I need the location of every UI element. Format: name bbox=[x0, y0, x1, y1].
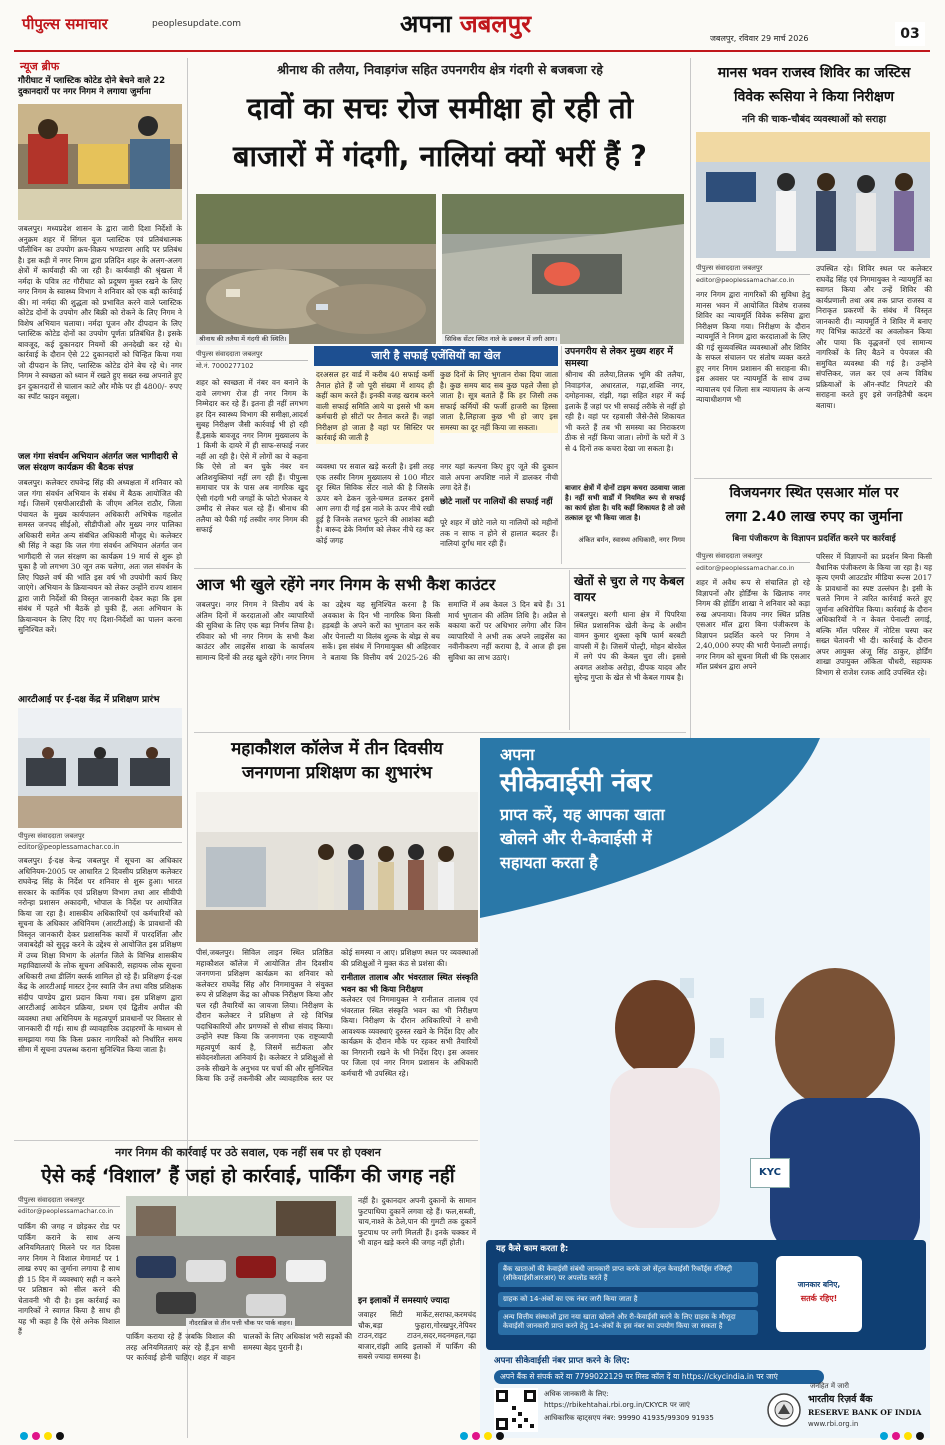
ad-how-title: यह कैसे काम करता है: bbox=[496, 1244, 569, 1254]
manas-headline-1: मानस भवन राजस्व शिविर का जस्टिस bbox=[717, 65, 911, 81]
manas-col2: उपस्थित रहे। शिविर स्थल पर कलेक्टर राघवेंद्र सिंह एवं निगमायुक्त ने न्यायमूर्ति का स्वागत किया और उन्हें शिविर की कार्यप्रणाली तथा अब तक प्राप्त राजस्व व निराकृत प्रकरणों के संबंध में विस्तृत जानकारी दी। न्यायमूर्ति ने शिविर में बनाए गए विभिन्न काउंटरों का अवलोकन किया और पाया कि वृद्धजनों एवं सामान्य नागरिकों के लिए बैठने व पेयजल की समुचित व्यवस्था की गई है। उन्होंने संपत्तिकर, जल कर एवं अन्य विविध प्रक्रियाओं के ऑन-स्पॉट निपटारे की सराहना करते हुए इसे जनहितैषी कदम बताया। bbox=[816, 264, 932, 410]
brief3-email[interactable]: editor@peoplessamachar.co.in bbox=[18, 843, 120, 851]
dateline: जबलपुर, रविवार 29 मार्च 2026 bbox=[710, 34, 809, 43]
mahakoshal-sub-story-headline: रानीताल तालाब और भंवरताल स्थित संस्कृति भवन का भी किया निरीक्षण bbox=[341, 972, 478, 994]
manas-headline-2: विवेक रूसिया ने किया निरीक्षण bbox=[734, 89, 894, 105]
website-url[interactable]: peoplesupdate.com bbox=[152, 19, 241, 29]
section-city: जबलपुर bbox=[459, 10, 532, 38]
parking-sub-headline: इन इलाकों में समस्याएं ज्यादा bbox=[358, 1296, 450, 1306]
ad-get-title: अपना सीकेवाईसी नंबर प्राप्त करने के लिए: bbox=[494, 1356, 630, 1366]
lead-kicker: श्रीनाथ की तलैया, निवाड़गंज सहित उपनगरीय क्षेत्र गंदगी से बजबजा रहे bbox=[277, 62, 603, 77]
civic-center-photo bbox=[442, 194, 684, 344]
photo2-caption: सिविक सेंटर स्थित नाले के ढक्कन में लगी आग। bbox=[442, 334, 560, 345]
manas-bottom-rule bbox=[694, 478, 932, 479]
rbi-hindi: भारतीय रिज़र्व बैंक bbox=[808, 1394, 873, 1405]
vijaynagar-headline-1: विजयनगर स्थित एसआर मॉल पर bbox=[729, 485, 899, 501]
mahakoshal-headline-2: जनगणना प्रशिक्षण का शुभारंभ bbox=[242, 763, 432, 783]
lead-col3: नगर यहां कल्पना किए हुए जूते की दुकान वाले अपना अपशिष्ट नाले में डालकर नीची लगा देते हैं। bbox=[440, 462, 558, 493]
parking-col3b: जवाहर सिटी मार्केट,सराफा,करमचंद चौक,बड़ा फुहारा,गोरखपुर,नेपियर टाउन,राइट टाउन,सदर,मदनमहल,गढ़ा बाजार,रांझी आदि इलाकों में पार्किंग की सबसे ज्यादा समस्या है। bbox=[358, 1310, 476, 1362]
suburb-title: उपनगरीय से लेकर मुख्य शहर में समस्या bbox=[565, 346, 673, 370]
parking-top-rule bbox=[14, 1140, 478, 1141]
manas-col1: नगर निगम द्वारा नागरिकों की सुविधा हेतु मानस भवन में आयोजित विशेष राजस्व शिविर का न्यायमूर्ति विवेक रूसिया द्वारा निरीक्षण किया गया। निरीक्षण के दौरान न्यायमूर्ति ने निगम द्वारा करदाताओं के लिए की गई सुव्यवस्थित व्यवस्थाओं और शिविर के सफल संचालन पर संतोष व्यक्त करते हुए नगर निगम प्रशासन की सराहना की। इस अवसर पर न्यायमूर्ति के साथ उच्च न्यायालय एवं जिला सत्र न्यायालय के अन्य न्यायाधीशगण भी bbox=[696, 290, 810, 405]
vijaynagar-sub: बिना पंजीकरण के विज्ञापन प्रदर्शित करने पर कार्रवाई bbox=[732, 534, 896, 544]
ad-scroll-badge bbox=[776, 1256, 862, 1332]
lead-headline-1: दावों का सचः रोज समीक्षा हो रही तो bbox=[246, 91, 634, 125]
mahakoshal-body bbox=[196, 948, 478, 1138]
brief3-body: जबलपुर। ई-दक्ष केन्द्र जबलपुर में सूचना का अधिकार अधिनियम-2005 पर आधारित 2 दिवसीय प्रशिक्षण कलेक्टर राघवेन्द्र सिंह के निर्देश पर शनिवार से शुरू हुआ। भारत सरकार के कार्मिक एवं प्रशिक्षण विभाग तथा आर सीवीपी नरोन्हा प्रशासन अकादमी, भोपाल के निर्देश पर आयोजित किया जा रहा है। शासकीय अधिकारियों एवं कर्मचारियों को सूचना के अधिकार अधिनियम (आरटीआई) के प्रावधानों की विस्तृत जानकारी देकर प्रशासनिक कार्यों में पारदर्शिता और जवाबदेही को सुदृढ़ करने के उद्देश्य से आयोजित इस प्रशिक्षण में उच्च शिक्षा विभाग के अंतर्गत जिले के विभिन्न शासकीय महाविद्यालयों के लोक सूचना अधिकारी, सहायक लोक सूचना अधिकारी तथा डीलिंग क्लर्क शामिल हो रहे हैं। प्रशिक्षण ई-दक्ष केंद्र के आरटीआई मास्टर ट्रेनर स्वाति जैन तथा वरिष्ठ प्रशिक्षक संदीप पाण्डेय द्वारा प्रदान किया गया। इस प्रशिक्षण द्वारा आरटीआई आवेदन प्रक्रिया, प्रथम एवं द्वितीय अपील की व्यवस्था तथा अधिनियम के महत्वपूर्ण प्रावधानों पर विस्तार से जानकारी दी गई। साथ ही व्यावहारिक उदाहरणों के माध्यम से समझाया गया कि किस प्रकार नागरिकों को निर्धारित समय सीमा में सूचना उपलब्ध कराना सुनिश्चित किया जाता है। bbox=[18, 856, 182, 1055]
news-brief-tag: न्यूज ब्रीफ bbox=[20, 60, 60, 73]
lead-phone: मो.नं. 7000277102 bbox=[196, 362, 254, 370]
ad-issuer-tag: जनहित में जारी bbox=[810, 1382, 849, 1390]
ad-helpline: आधिकारिक व्हाट्सएप नंबर: 99990 41935/99309 91935 bbox=[544, 1414, 714, 1422]
badge-line2: सतर्क रहिए! bbox=[800, 1294, 838, 1303]
parking-byline: पीपुल्स संवाददाता जबलपुर bbox=[18, 1196, 120, 1207]
ad-bullet-3: अन्य वित्तीय संस्थाओं द्वारा नया खाता खोलने और री-केवाईसी करने के लिए ग्राहक के मौजूदा केवाईसी जानकारी प्राप्त करने हेतु 14-अंकों के इस नंबर का उपयोग किया जा सकता है bbox=[498, 1310, 758, 1335]
section-prefix: अपना bbox=[400, 10, 452, 38]
column-rule-right bbox=[690, 58, 691, 738]
farm-body: जबलपुर। बरगी थाना क्षेत्र में पिपरिया स्थित प्रशासनिक खेती केन्द्र के अधीन वामन कुमार शुक्ला कृषि फार्म बरबटी वापसी में है। जिसमें पोल्ट्री, मोहन बोरवेल में लगे पंप की केबल चुरा ली। इससे अवगत अशोक अरोड़ा, दीपक यादव और सुरेन्द्र गुप्ता के खेत से भी केबल गायब है। bbox=[574, 610, 686, 683]
manas-byline: पीपुल्स संवाददाता जबलपुर bbox=[696, 264, 810, 275]
manas-sub: ननि की चाक-चौबंद व्यवस्थाओं को सराहा bbox=[742, 114, 886, 125]
vijaynagar-byline: पीपुल्स संवाददाता जबलपुर bbox=[696, 552, 810, 563]
ad-qr-code[interactable] bbox=[494, 1388, 538, 1432]
vijaynagar-col2: परिसर में विज्ञापनों का प्रदर्शन बिना किसी वैधानिक पंजीकरण के किया जा रहा है। यह कृत्य एमपी आउटडोर मीडिया रूल्स 2017 के प्रावधानों का स्पष्ट उल्लंघन है। इसी के चलते निगम ने त्वरित कार्रवाई करते हुए जुर्माना अधिरोपित किया। कार्रवाई के दौरान अधिकारियों ने न केवल पेनाल्टी लगाई, बल्कि मॉल परिसर में नोटिस चस्पा कर सख्त चेतावनी भी दी। कार्रवाई के दौरान अपर आयुक्त अंजू सिंह ठाकुर, होर्डिंग शाखा उपायुक्त अंकिता चौधरी, सहायक विभाग से राजेश रजक आदि उपस्थित रहे। bbox=[816, 552, 932, 677]
brief3-headline: आरटीआई पर ई-दक्ष केंद्र में प्रशिक्षण प्रारंभ bbox=[18, 695, 160, 705]
lead-headline-2: बाजारों में गंदगी, नालियां क्यों भरीं हैं ? bbox=[232, 139, 647, 173]
vijaynagar-headline-2: लगा 2.40 लाख रुपए का जुर्माना bbox=[725, 509, 903, 525]
ad-line2: सीकेवाईसी नंबर bbox=[500, 768, 652, 798]
ad-bullet-1: बैंक खाताओं की केवाईसी संबंधी जानकारी प्राप्त करके उसे सेंट्रल केवाईसी रिकॉर्ड्स रजिस्ट्री (सीकेवाईसीआरआर) पर अपलोड करते हैं bbox=[498, 1262, 758, 1287]
lead-byline: पीपुल्स संवाददाता जबलपुर bbox=[196, 350, 308, 361]
ad-line1: अपना bbox=[500, 745, 535, 764]
brief1-body: जबलपुर। मध्यप्रदेश शासन के द्वारा जारी दिशा निर्देशों के अनुक्रम शहर में सिंगल यूज प्लास्टिक एवं प्रतिबंधात्मक पॉलीथिन का उपयोग क्रय-विक्रय भण्डारण आदि पर प्रतिबंध है। इस कड़ी में नगर निगम द्वारा प्रतिदिन शहर के अलग-अलग क्षेत्रों में कार्यवाही की जा रही है। कार्यवाही की श्रृंखला में नर्मदा के पवित्र तट गौरीघाट को प्रदूषण मुक्त रखने के लिए नगर निगम के स्वास्थ्य विभाग ने शनिवार को एक बड़ी कार्रवाई की। मां नर्मदा की शुद्धता को प्रभावित करने वाले प्लास्टिक कोटेड दोनों के उपयोग और बिक्री को रोकने के लिए निगम ने विशेष अभियान चलाया। नर्मदा पूजन और दीपदान के लिए प्लास्टिक कोटेड दोनों का उपयोग पूर्णतः प्रतिबंधित है। इसके बावजूद, कई दुकानदार नियमों की अनदेखी कर रहे थे। कार्रवाई के दौरान ऐसे 22 दुकानदारों को चिन्हित किया गया जो दीपदान के लिए, प्लास्टिक कोटेड दोने बेच रहे थे। नगर निगम ने स्वच्छता को ध्यान में रखते हुए सख्त रुख अपनाते हुए इन दुकानदारों से चालान काटे और मौके पर ही 4800/- रुपए का स्पॉट फाइन वसूला। bbox=[18, 224, 182, 402]
photo1-caption: श्रीनाथ की तलैया में गंदगी की स्थिति। bbox=[196, 334, 289, 345]
vijaynagar-email[interactable]: editor@peoplessamachar.co.in bbox=[696, 564, 795, 572]
manas-email[interactable]: editor@peoplessamachar.co.in bbox=[696, 276, 795, 284]
ad-bullet-2: ग्राहक को 14-अंकों का एक नंबर जारी किया जाता है bbox=[498, 1292, 758, 1307]
vijaynagar-col1: शहर में अवैध रूप से संचालित हो रहे विज्ञापनों और होर्डिंग्स के खिलाफ नगर निगम की होर्डिंग शाखा ने शनिवार को कड़ा रुख अपनाया। विजय नगर स्थित प्रतिष्ठ एसआर मॉल द्वारा बिना पंजीकरण के विज्ञापन प्रदर्शित करने पर निगम ने 2,40,000 रुपए की भारी पेनाल्टी लगाई। नगर निगम को सूचना मिली थी कि एसआर मॉल प्रबंधन द्वारा अपने bbox=[696, 578, 810, 672]
parking-photo bbox=[126, 1196, 352, 1326]
lead-col2: व्यवस्था पर सवाल खड़े करती है। इसी तरह एक तस्वीर निगम मुख्यालय से 100 मीटर दूर स्थित सिविक सेंटर नाले की है जिसके ऊपर बने ढेकन जुले-चम्मत डलकर इसमें आग लगा दी गई इस नाले के ऊपर नीचे रखी हुई है जिनके तलभर फूटने की आशंका बढ़ी है। बारूद ढेके निर्माण को लेकर नीचे रह कर कोई जगह bbox=[316, 462, 434, 545]
badge-line1: जानकार बनिए, bbox=[797, 1280, 841, 1289]
color-registration-bar bbox=[20, 1432, 925, 1440]
lead-bottom-rule bbox=[194, 568, 686, 569]
rti-training-photo bbox=[18, 708, 182, 828]
rbi-seal-icon bbox=[766, 1392, 802, 1428]
parking-col1: पार्किंग की जगह न छोड़कर रोड पर पार्किंग कराने के साथ अन्य अनियमितताएं मिलने पर गत दिवस नगर निगम ने विशाल मेगामार्ट पर 1 लाख रुपए का जुर्माना लगाया है साथ ही 15 दिन में व्यवस्थाएं सही न करने पर प्रतिष्ठान को सील करने की चेतावनी भी दी है। इस कार्रवाई का नागरिकों ने स्वागत किया है साथ ही यह भी कहा है कि ऐसे अनेक विशाल हैं bbox=[18, 1222, 120, 1337]
kyc-file-badge: KYC bbox=[750, 1158, 790, 1188]
ad-line5: सहायता करता है bbox=[500, 853, 598, 872]
parking-col2: पार्किंग कराया रहे हैं जबकि विशाल की तरह अनियमितताएं कर रहे हैं,इन सभी पर कार्रवाई होनी चाहिए। शहर में वाहन चालकों के लिए अधिकांश भरी सड़कों की समस्या बेहद पुरानी है। bbox=[126, 1332, 352, 1363]
rbi-url[interactable]: www.rbi.org.in bbox=[808, 1420, 859, 1428]
cleaning-agency-title: जारी है सफाई एजेंसियों का खेल bbox=[371, 349, 501, 362]
ad-more-url[interactable]: https://rbikehtahai.rbi.org.in/CKYCR पर जाएं bbox=[544, 1401, 690, 1409]
small-drains-headline: छोटे नालों पर नालियों की सफाई नहीं bbox=[440, 496, 553, 506]
page-number: 03 bbox=[895, 22, 925, 46]
parking-headline: ऐसे कई ‘विशाल’ हैं जहां हो कार्रवाई, पार्किंग की जगह नहीं bbox=[41, 1165, 455, 1187]
brief1-headline: गौरीघाट में प्लास्टिक कोटेड दोने बेचने वाले 22 दुकानदारों पर नगर निगम ने लगाया जुर्माना bbox=[18, 76, 166, 98]
lead-col2-top: दरअसल हर वार्ड में करीब 40 सफाई कर्मी तैनात होते हैं जो पूरी संख्या में शायद ही कहीं काम करते हैं। इनकी वजह खराब करने वाली सफाई समिति आये या इससे भी कम कर्मचारी हो सीटों पर तैनात करते हैं। जहां निरीक्षण हो जाता है वहां पर सिस्टिर पर कार्रवाई की जाती है bbox=[316, 370, 434, 443]
mahakoshal-main-text: पीसं,जबलपुर। सिविल लाइन स्थित प्रतिष्ठित महाकौशल कॉलेज में आयोजित तीन दिवसीय जनगणना प्रशिक्षण कार्यक्रम का शनिवार को कलेक्टर राघवेंद्र सिंह और निगमायुक्त ने संयुक्त रूप से प्रशिक्षण केंद्र का औचक निरीक्षण किया और चल रही तैयारियों का जायजा लिया। निरीक्षण के दौरान कलेक्टर ने प्रशिक्षण ले रहे विभिन्न पदाधिकारियों और प्रगणकों से सीधा संवाद किया। उन्होंने स्पष्ट किया कि जनगणना एक राष्ट्रव्यापी महत्वपूर्ण कार्य है, जिसमें सटीकता और संवेदनशीलता अनिवार्य है। कलेक्टर ने प्रशिक्षुओं से उनके सीखने के अनुभव पर चर्चा की और सुनिश्चित किया कि उन्हें तकनीकी और व्यावहारिक स्तर पर कोई समस्या न आए। प्रशिक्षण स्थल पर व्यवस्थाओं की प्रशिक्षुओं ने मुक्त कंठ से प्रशंसा की। bbox=[196, 948, 478, 1084]
brief3-byline: पीपुल्स संवाददाता जबलपुर bbox=[18, 832, 182, 843]
brief2-body: जबलपुर। कलेक्टर राघवेन्द्र सिंह की अध्यक्षता में शनिवार को जल गंगा संवर्धन अभियान के संबंध में बैठक आयोजित की गई। जिसमें एसपीआरडीसी के जीएम अनिल राठौर, जिला पंचायत के मुख्य कार्यपालन अधिकारी अभिषेक गहलोत समस्त जनपद सीईओ, सीडीपीओ और मुख्य नगर पालिका अधिकारी समेत अन्य संबंधित अधिकारी मौजूद थे। कलेक्टर श्री सिंह ने कहा कि जल गंगा संवर्धन अभियान अंतर्गत जन भागीदारी से जल संरक्षण का कार्यक्रम 19 मार्च से शुरू हो चुका है जो लगभग 30 जून तक चलेगा, अतः जल संवर्धन के लिए पिछले वर्ष की भांति इस वर्ष भी उपयोगी कार्य किए जाएंगे। अभियान के क्रियान्वयन को लेकर उन्होंने राज्य शासन द्वारा जारी निर्देशों की विस्तृत जानकारी देकर कहा कि इस संबंध में पहले भी बैठकें हो चुकी हैं, अतः अभियान के क्रियान्वयन के लिए दिए गए दिशा-निर्देशों का पालन करना सुनिश्चित करें। bbox=[18, 478, 182, 635]
ad-get-body[interactable]: अपने बैंक से संपर्क करें या 7799022129 पर मिस्ड कॉल दें या https://ckycindia.in पर जाएं bbox=[494, 1370, 824, 1384]
mahakoshal-photo bbox=[196, 792, 478, 942]
small-drains-body: पूरे शहर में छोटे नाले या नालियों को महीनों तक न साफ न होने से हालात बदतर हैं। नालियां दुर्गंध मार रही हैं। bbox=[440, 518, 558, 549]
brief2-headline: जल गंगा संवर्धन अभियान अंतर्गत जल भागीदारी से जल संरक्षण कार्यक्रम की बैठक संपन्न bbox=[18, 452, 178, 474]
parking-col3: नहीं है। दुकानदार अपनी दुकानों के सामान फुटपाथिया दुकानें लगवा रहे हैं। फल,सब्जी, चाय,नाश्ते के ठेले,पान की गुमटी तक दुकानें फुटपाथ पर लगी मिलती हैं। इनके चक्कर में भी वाहन खड़े करने की जगह नहीं होती। bbox=[358, 1196, 476, 1248]
suburb-rule bbox=[561, 346, 562, 564]
parking-photo-caption: नौदराब्रिज से तीन पत्ती चौक पर पार्क वाहन। bbox=[186, 1318, 295, 1329]
srinath-talaiya-photo bbox=[196, 194, 436, 344]
cash-bottom-rule bbox=[194, 732, 686, 733]
lead-col1: शहर को स्वच्छता में नंबर वन बनाने के दावे लगभग रोज ही नगर निगम के निम्मेदार कर रहे हैं। इतना ही नहीं लगभग हर दिन स्वास्थ्य विभाग की समीक्षा,आदर्श सुबह निरीक्षण जैसी कार्रवाई भी हो रही हैं,इसके बावजूद नगर निगम मुख्यालय के 1 किमी के दायरे में ही साफ-सफाई नजर नहीं आ रही है। ऐसे में लोगों का ये कहना कि ऐसे तो बन चुके नंबर वन अतिशयुक्तियां नहीं लग रही हैं। पीपुल्स समाचार पत्र के पास अब नागरिक खुद ऐसी गंदगी भरी जगहों के फोटो भेजकर ये उम्मीद से लेकर चल रहे हैं। श्रीनाथ की तलैया को पैकी गई तस्वीर नगर निगम की सफाई bbox=[196, 378, 308, 535]
masthead-rule bbox=[14, 50, 930, 52]
cash-counter-body: जबलपुर। नगर निगम ने वित्तीय वर्ष के अंतिम दिनों में करदाताओं और व्यापारियों की सुविधा के लिए एक बड़ा निर्णय लिया है। रविवार को भी नगर निगम के सभी कैश काउंटर और लाइसेंस शाखा के कार्यालय सामान्य दिनों की तरह खुले रहेंगे। नगर निगम का उद्देश्य यह सुनिश्चित करना है कि अवकाश के दिन भी नागरिक बिना किसी हड़बड़ी के अपने करों का भुगतान कर सकें और पेनाल्टी या विलंब शुल्क के बोझ से बच सकें। इस संबंध में निगमायुक्त श्री अहिरवार ने बताया कि वित्तीय वर्ष 2025-26 की समाप्ति में अब केवल 3 दिन बचे हैं। 31 मार्च भुगतान की अंतिम तिथि है। अप्रैल से बकाया करों पर अधिभार लगेगा और जिन व्यापारियों ने अभी तक अपने लाइसेंस का नवीनीकरण नहीं कराया है, वे आज ही इस सुविधा का लाभ उठाएं। bbox=[196, 600, 566, 662]
ad-how-box bbox=[486, 1240, 926, 1350]
lead-col3-top: कुछ दिनों के लिए भुगतान रोका दिया जाता है। कुछ समय बाद सब कुछ पहले जैसा हो जाता है। सूत्र बताते हैं कि हर जिसी तक सफाई कर्मियों की फर्जी हाजरी का हिस्सा जाता है,लिहाजा कुछ भी हो जाए इस समस्या का दूर नहीं किया जा सकता। bbox=[440, 370, 558, 432]
manas-photo bbox=[696, 132, 930, 258]
ad-line4: खोलने और री-केवाईसी में bbox=[500, 829, 652, 848]
rbi-english: RESERVE BANK OF INDIA bbox=[808, 1408, 922, 1417]
section-title bbox=[400, 8, 531, 40]
cash-counter-headline: आज भी खुले रहेंगे नगर निगम के सभी कैश काउंटर bbox=[196, 575, 496, 594]
suburb-quote-name: अंकित बर्मन, स्वास्थ्य अधिकारी, नगर निगम bbox=[578, 536, 685, 544]
ckyc-ad bbox=[480, 738, 930, 1438]
parking-kicker: नगर निगम की कार्रवाई पर उठे सवाल, एक नहीं सब पर हो एक्शन bbox=[115, 1146, 381, 1159]
ad-line3: प्राप्त करें, यह आपका खाता bbox=[500, 805, 665, 824]
suburb-body: श्रीनाथ की तलैया,तिलक भूमि की तलैया, निवाड़गंज, अधारताल, गढ़ा,शक्ति नगर, दमोहनाका, रांझी, गढ़ा सहित शहर में कई इलाके हैं जहां पर भी सफाई तरीके से नहीं हो रही है। वहां पर रहवासी जैसे-तैसे शिकायत भी करते हैं तब भी समस्या का निराकरण ठीक से नहीं किया जाता। लोगों के घरों में 3 से 4 दिनों तक कचरा देखा जा सकता है। bbox=[565, 370, 685, 453]
mahakoshal-sub-story-body: कलेक्टर एवं निगमायुक्त ने रानीताल तालाब एवं भंवरताल स्थित संस्कृति भवन का भी निरीक्षण किया। निरीक्षण के दौरान अधिकारियों ने सभी आवश्यक व्यवस्थाएं दुरुस्त रखने के निर्देश दिए और कार्यक्रम के दौरान मौके पर रहकर सभी तैयारियों का निगरानी रखने के भी निर्देश दिए। इस अवसर पर जिला एवं नगर निगम प्रशासन के अधिकारी कर्मचारी भी उपस्थित रहे। bbox=[341, 995, 478, 1078]
parking-email[interactable]: editor@peoplessamachar.co.in bbox=[18, 1208, 114, 1215]
farm-headline: खेतों से चुरा ले गए केबल वायर bbox=[574, 574, 685, 604]
mahakoshal-headline-1: महाकौशल कॉलेज में तीन दिवसीय bbox=[231, 739, 443, 759]
gaurighat-photo bbox=[18, 104, 182, 220]
paper-logo: पीपुल्स समाचार bbox=[22, 15, 108, 33]
farm-rule bbox=[569, 570, 570, 730]
ad-more-info: अधिक जानकारी के लिए: bbox=[544, 1390, 609, 1398]
suburb-quote: बाजार क्षेत्रों में दोनों टाइम कचरा उठवाया जाता है। नहीं सभी वार्डों में नियमित रूप से सफाई का कार्य होता है। यदि कहीं शिकायत है तो उसे तत्काल दूर भी किया जाता है। bbox=[565, 484, 685, 522]
masthead bbox=[0, 0, 945, 52]
cleaning-agency-box bbox=[314, 346, 558, 366]
